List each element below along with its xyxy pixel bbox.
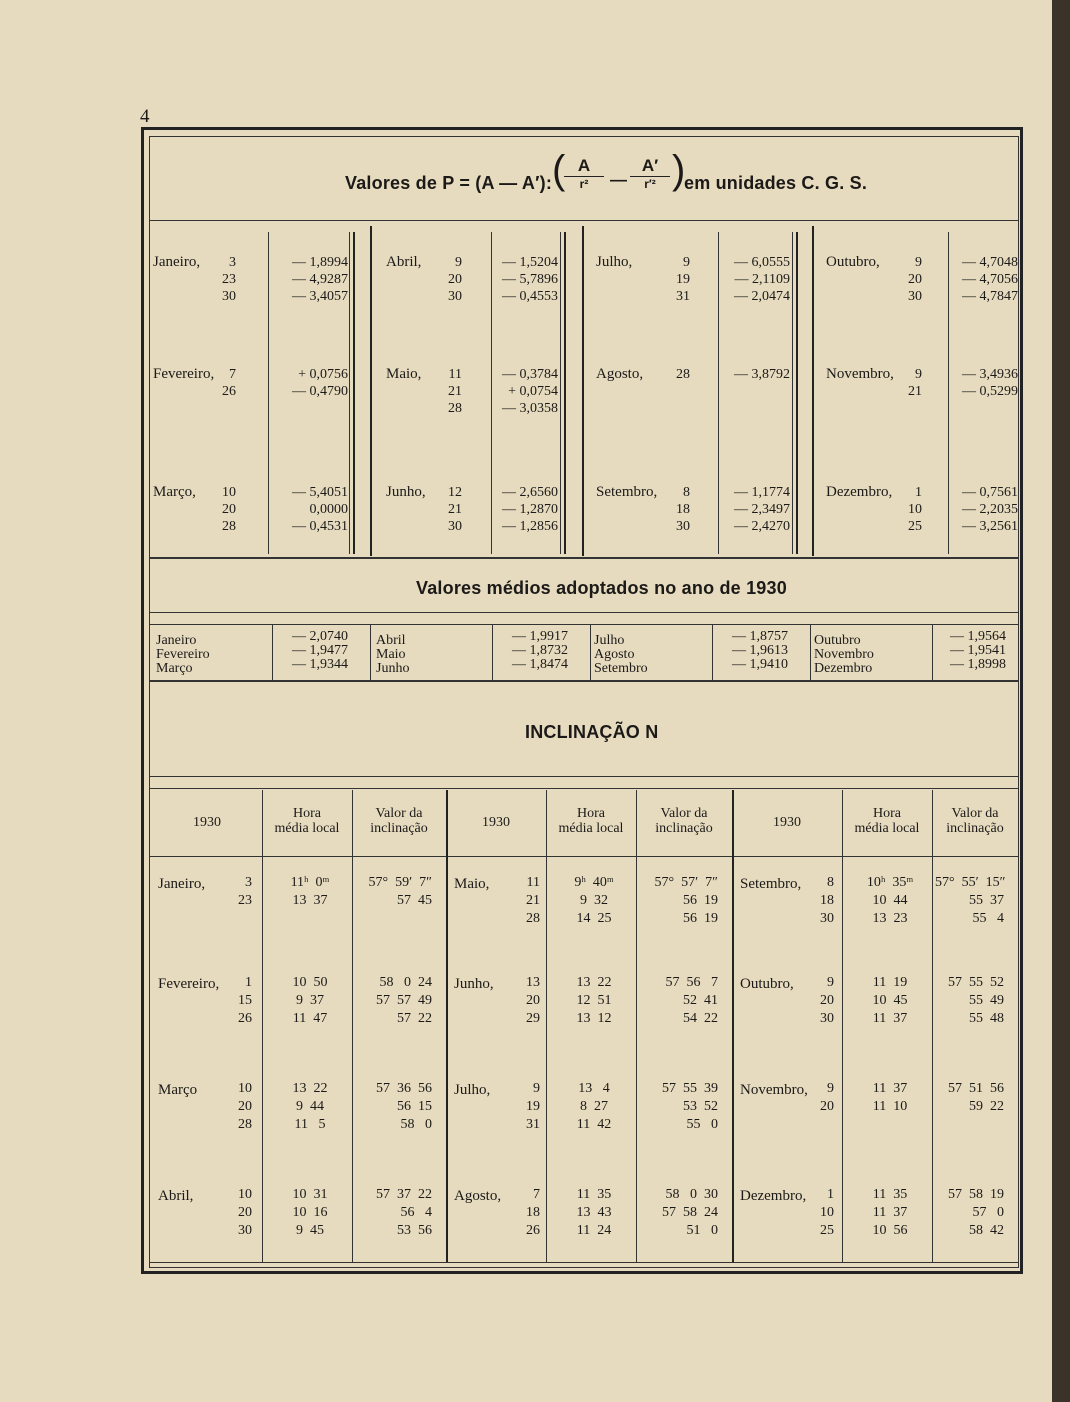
incl-value: 57 45 [397, 893, 432, 908]
mean-month: Setembro [594, 661, 648, 676]
p-value: — 5,4051 [292, 485, 348, 500]
incl-value: 57 22 [397, 1011, 432, 1026]
incl-value: 55 4 [972, 911, 1004, 926]
incl-hora: 10ʰ 35ᵐ [866, 875, 914, 890]
incl-day: 26 [526, 1223, 540, 1238]
mean-value: — 1,9541 [950, 643, 1006, 658]
incl-day: 20 [238, 1099, 252, 1114]
incl-value: 57 58 19 [948, 1187, 1004, 1202]
mean-month: Novembro [814, 647, 874, 662]
p-month: Junho, [386, 484, 426, 500]
incl-media-header: média local [854, 821, 920, 836]
incl-day: 11 [526, 875, 540, 890]
column-rule [353, 232, 355, 554]
mean-month: Junho [376, 661, 410, 676]
incl-value: 57 55 52 [948, 975, 1004, 990]
incl-value: 57° 55′ 15″ [935, 875, 1006, 890]
incl-hora: 13 22 [292, 1081, 328, 1096]
incl-value: 58 0 [400, 1117, 432, 1132]
mean-value: — 1,9917 [512, 629, 568, 644]
column-rule [796, 232, 798, 554]
incl-day: 10 [238, 1081, 252, 1096]
p-month: Maio, [386, 366, 422, 382]
column-rule [842, 790, 843, 1262]
p-day: 19 [676, 272, 690, 287]
incl-value: 57 57 49 [376, 993, 432, 1008]
incl-hora: 11 10 [872, 1099, 908, 1114]
p-value: — 3,8792 [734, 367, 790, 382]
mean-value: — 1,9344 [292, 657, 348, 672]
incl-value: 56 4 [400, 1205, 432, 1220]
rule-line [149, 776, 1019, 777]
p-day: 30 [448, 289, 462, 304]
column-rule [636, 790, 637, 1262]
p-day: 28 [676, 367, 690, 382]
inclinacao-title: INCLINAÇÃO N [525, 722, 659, 742]
rule-line [149, 788, 1019, 789]
rule-line [149, 612, 1019, 613]
p-month: Janeiro, [153, 254, 201, 270]
incl-day: 20 [820, 993, 834, 1008]
mean-month: Julho [594, 633, 625, 648]
incl-value: 57 51 56 [948, 1081, 1004, 1096]
incl-hora: 9 45 [296, 1223, 324, 1238]
mean-value: — 1,9613 [732, 643, 788, 658]
p-value: — 2,3497 [734, 502, 790, 517]
mean-value: — 1,9564 [950, 629, 1006, 644]
mean-month: Agosto [594, 647, 635, 662]
p-day: 30 [676, 519, 690, 534]
p-day: 26 [222, 384, 236, 399]
p-value: — 0,5299 [962, 384, 1018, 399]
incl-year-header: 1930 [193, 815, 221, 830]
incl-hora: 10 56 [872, 1223, 908, 1238]
incl-month: Junho, [454, 976, 494, 992]
incl-day: 25 [820, 1223, 834, 1238]
p-value: — 0,4553 [502, 289, 558, 304]
column-rule [262, 790, 263, 1262]
incl-inclinacao-header: inclinação [370, 821, 428, 836]
incl-hora: 11 42 [576, 1117, 612, 1132]
rule-line [149, 220, 1019, 221]
mean-value: — 1,8474 [512, 657, 568, 672]
incl-day: 10 [238, 1187, 252, 1202]
p-value: — 1,2856 [502, 519, 558, 534]
p-day: 20 [222, 502, 236, 517]
p-day: 21 [448, 502, 462, 517]
incl-hora: 9 37 [296, 993, 324, 1008]
p-month: Dezembro, [826, 484, 893, 500]
incl-year-header: 1930 [482, 815, 510, 830]
rule-line [149, 856, 1019, 857]
incl-value: 55 49 [969, 993, 1004, 1008]
p-day: 31 [676, 289, 690, 304]
column-rule [349, 232, 350, 554]
incl-day: 20 [526, 993, 540, 1008]
p-value: — 4,9287 [292, 272, 348, 287]
incl-day: 21 [526, 893, 540, 908]
incl-value: 58 42 [969, 1223, 1004, 1238]
incl-hora: 9 32 [580, 893, 608, 908]
incl-value: 56 15 [397, 1099, 432, 1114]
incl-value: 59 22 [969, 1099, 1004, 1114]
p-value: — 6,0555 [734, 255, 790, 270]
incl-value: 57° 57′ 7″ [654, 875, 718, 890]
incl-hora: 10 45 [872, 993, 908, 1008]
p-day: 21 [908, 384, 922, 399]
p-value: — 2,0474 [734, 289, 790, 304]
p-month: Outubro, [826, 254, 880, 270]
p-day: 18 [676, 502, 690, 517]
incl-value: 58 0 30 [665, 1187, 718, 1202]
incl-hora: 11 35 [872, 1187, 908, 1202]
incl-hora: 13 23 [872, 911, 908, 926]
formula-right-paren: ) [672, 148, 686, 192]
incl-value: 55 37 [969, 893, 1004, 908]
incl-day: 20 [820, 1099, 834, 1114]
mean-month: Dezembro [814, 661, 873, 676]
incl-day: 9 [827, 1081, 834, 1096]
incl-valor-header: Valor da [951, 806, 999, 821]
incl-value: 57 58 24 [662, 1205, 718, 1220]
incl-day: 7 [533, 1187, 540, 1202]
p-value: — 3,0358 [502, 401, 558, 416]
incl-hora: 11 47 [292, 1011, 328, 1026]
incl-hora: 10 50 [292, 975, 328, 990]
p-month: Julho, [596, 254, 633, 270]
incl-month: Março [158, 1082, 198, 1098]
rule-line [149, 1262, 1019, 1263]
incl-hora: 14 25 [576, 911, 612, 926]
p-day: 9 [915, 367, 922, 382]
incl-hora-header: Hora [293, 806, 321, 821]
p-value: — 1,8994 [292, 255, 348, 270]
p-value: — 4,7048 [962, 255, 1018, 270]
incl-day: 30 [238, 1223, 252, 1238]
incl-value: 58 0 24 [379, 975, 432, 990]
p-month: Setembro, [596, 484, 658, 500]
incl-month: Julho, [454, 1082, 491, 1098]
p-day: 25 [908, 519, 922, 534]
incl-hora: 13 22 [576, 975, 612, 990]
column-rule [564, 232, 566, 554]
p-value: + 0,0754 [508, 384, 558, 399]
p-day: 28 [448, 401, 462, 416]
incl-day: 1 [245, 975, 252, 990]
incl-day: 15 [238, 993, 252, 1008]
incl-hora-header: Hora [577, 806, 605, 821]
incl-day: 29 [526, 1011, 540, 1026]
incl-hora: 11 19 [872, 975, 908, 990]
p-day: 20 [448, 272, 462, 287]
p-value: — 0,4531 [292, 519, 348, 534]
incl-month: Outubro, [740, 976, 794, 992]
column-rule [370, 624, 371, 680]
mean-value: — 1,9410 [732, 657, 788, 672]
incl-media-header: média local [558, 821, 624, 836]
p-value: — 2,2035 [962, 502, 1018, 517]
p-day: 7 [229, 367, 236, 382]
mean-value: — 1,9477 [292, 643, 348, 658]
incl-value: 57 37 22 [376, 1187, 432, 1202]
p-day: 28 [222, 519, 236, 534]
p-value: — 2,6560 [502, 485, 558, 500]
p-day: 30 [222, 289, 236, 304]
p-day: 3 [229, 255, 236, 270]
incl-hora: 12 51 [576, 993, 612, 1008]
p-value: — 0,7561 [962, 485, 1018, 500]
p-value: — 3,4936 [962, 367, 1018, 382]
p-month: Abril, [386, 254, 422, 270]
incl-day: 31 [526, 1117, 540, 1132]
p-value: — 5,7896 [502, 272, 558, 287]
column-rule [732, 790, 734, 1262]
column-rule [352, 790, 353, 1262]
p-value: — 1,1774 [734, 485, 790, 500]
incl-month: Dezembro, [740, 1188, 807, 1204]
incl-value: 55 0 [686, 1117, 718, 1132]
incl-day: 18 [820, 893, 834, 908]
incl-month: Setembro, [740, 876, 802, 892]
incl-inclinacao-header: inclinação [946, 821, 1004, 836]
mean-value: — 1,8757 [732, 629, 788, 644]
incl-valor-header: Valor da [660, 806, 708, 821]
p-value: — 1,5204 [502, 255, 558, 270]
column-rule [582, 226, 584, 556]
incl-hora: 10 44 [872, 893, 908, 908]
incl-value: 53 56 [397, 1223, 432, 1238]
p-table-title-suffix: em unidades C. G. S. [684, 173, 868, 193]
incl-year-header: 1930 [773, 815, 801, 830]
p-value: 0,0000 [309, 502, 348, 517]
incl-hora: 11 37 [872, 1205, 908, 1220]
p-value: — 2,1109 [734, 272, 790, 287]
p-day: 10 [908, 502, 922, 517]
incl-value: 53 52 [683, 1099, 718, 1114]
incl-month: Janeiro, [158, 876, 206, 892]
incl-value: 57 0 [972, 1205, 1004, 1220]
incl-value: 56 19 [683, 911, 718, 926]
means-title: Valores médios adoptados no ano de 1930 [416, 578, 787, 598]
column-rule [560, 232, 561, 554]
incl-value: 54 22 [683, 1011, 718, 1026]
mean-month: Janeiro [156, 633, 197, 648]
incl-day: 20 [238, 1205, 252, 1220]
mean-value: — 1,8998 [950, 657, 1006, 672]
incl-value: 57 36 56 [376, 1081, 432, 1096]
incl-month: Novembro, [740, 1082, 808, 1098]
incl-day: 23 [238, 893, 252, 908]
incl-day: 8 [827, 875, 834, 890]
incl-value: 57 56 7 [665, 975, 718, 990]
incl-hora: 13 4 [578, 1081, 610, 1096]
mean-value: — 1,8732 [512, 643, 568, 658]
incl-day: 26 [238, 1011, 252, 1026]
p-value: — 1,2870 [502, 502, 558, 517]
incl-day: 3 [245, 875, 252, 890]
p-value: — 3,4057 [292, 289, 348, 304]
p-day: 30 [908, 289, 922, 304]
incl-day: 30 [820, 1011, 834, 1026]
p-value: — 0,4790 [292, 384, 348, 399]
incl-day: 18 [526, 1205, 540, 1220]
p-value: + 0,0756 [298, 367, 348, 382]
incl-month: Agosto, [454, 1188, 502, 1204]
incl-value: 55 48 [969, 1011, 1004, 1026]
incl-value: 57 55 39 [662, 1081, 718, 1096]
mean-month: Abril [376, 633, 406, 648]
p-value: — 3,2561 [962, 519, 1018, 534]
p-day: 11 [448, 367, 462, 382]
mean-month: Março [156, 661, 193, 676]
incl-month: Maio, [454, 876, 490, 892]
incl-hora: 8 27 [580, 1099, 608, 1114]
page-edge [1052, 0, 1070, 1402]
formula-minus: — [610, 170, 627, 189]
column-rule [370, 226, 372, 556]
incl-value: 52 41 [683, 993, 718, 1008]
p-month: Novembro, [826, 366, 894, 382]
p-day: 10 [222, 485, 236, 500]
incl-hora: 11 35 [576, 1187, 612, 1202]
incl-hora: 13 43 [576, 1205, 612, 1220]
incl-hora: 11 37 [872, 1011, 908, 1026]
p-day: 9 [455, 255, 462, 270]
column-rule [446, 790, 448, 1262]
incl-value: 51 0 [686, 1223, 718, 1238]
p-day: 1 [915, 485, 922, 500]
incl-inclinacao-header: inclinação [655, 821, 713, 836]
rule-line [149, 557, 1019, 559]
incl-hora: 10 31 [292, 1187, 328, 1202]
incl-day: 10 [820, 1205, 834, 1220]
incl-hora: 11 5 [294, 1117, 326, 1132]
column-rule [812, 226, 814, 556]
p-month: Agosto, [596, 366, 644, 382]
page-number: 4 [140, 106, 150, 127]
p-value: — 0,3784 [502, 367, 558, 382]
incl-hora: 9ʰ 40ᵐ [574, 875, 614, 890]
p-month: Março, [153, 484, 196, 500]
p-value: — 2,4270 [734, 519, 790, 534]
mean-month: Outubro [814, 633, 861, 648]
mean-month: Maio [376, 647, 406, 662]
p-day: 9 [683, 255, 690, 270]
column-rule [590, 624, 591, 680]
mean-month: Fevereiro [156, 647, 210, 662]
incl-hora: 9 44 [296, 1099, 324, 1114]
incl-hora: 11 37 [872, 1081, 908, 1096]
incl-day: 1 [827, 1187, 834, 1202]
incl-hora: 10 16 [292, 1205, 328, 1220]
rule-line [149, 624, 1019, 625]
incl-month: Fevereiro, [158, 976, 220, 992]
p-value: — 4,7056 [962, 272, 1018, 287]
incl-day: 28 [238, 1117, 252, 1132]
incl-day: 30 [820, 911, 834, 926]
p-value: — 4,7847 [962, 289, 1018, 304]
incl-hora: 13 12 [576, 1011, 612, 1026]
p-day: 9 [915, 255, 922, 270]
fraction-a: A r² [564, 156, 604, 191]
p-day: 23 [222, 272, 236, 287]
incl-valor-header: Valor da [375, 806, 423, 821]
incl-day: 19 [526, 1099, 540, 1114]
p-table-title-prefix: Valores de P = (A — A′): [345, 173, 553, 193]
incl-hora: 13 37 [292, 893, 328, 908]
incl-month: Abril, [158, 1188, 194, 1204]
p-day: 21 [448, 384, 462, 399]
p-month: Fevereiro, [153, 366, 215, 382]
p-day: 12 [448, 485, 462, 500]
column-rule [792, 232, 793, 554]
incl-media-header: média local [274, 821, 340, 836]
mean-value: — 2,0740 [292, 629, 348, 644]
incl-value: 56 19 [683, 893, 718, 908]
column-rule [810, 624, 811, 680]
column-rule [932, 790, 933, 1262]
incl-hora: 11ʰ 0ᵐ [290, 875, 330, 890]
incl-hora-header: Hora [873, 806, 901, 821]
incl-hora: 11 24 [576, 1223, 612, 1238]
incl-day: 9 [827, 975, 834, 990]
incl-value: 57° 59′ 7″ [368, 875, 432, 890]
fraction-a-prime: A′ r′² [630, 156, 670, 191]
incl-day: 9 [533, 1081, 540, 1096]
column-rule [546, 790, 547, 1262]
p-day: 8 [683, 485, 690, 500]
p-day: 20 [908, 272, 922, 287]
rule-line [149, 680, 1019, 682]
p-day: 30 [448, 519, 462, 534]
formula-left-paren: ( [552, 148, 566, 192]
incl-day: 13 [526, 975, 540, 990]
incl-day: 28 [526, 911, 540, 926]
